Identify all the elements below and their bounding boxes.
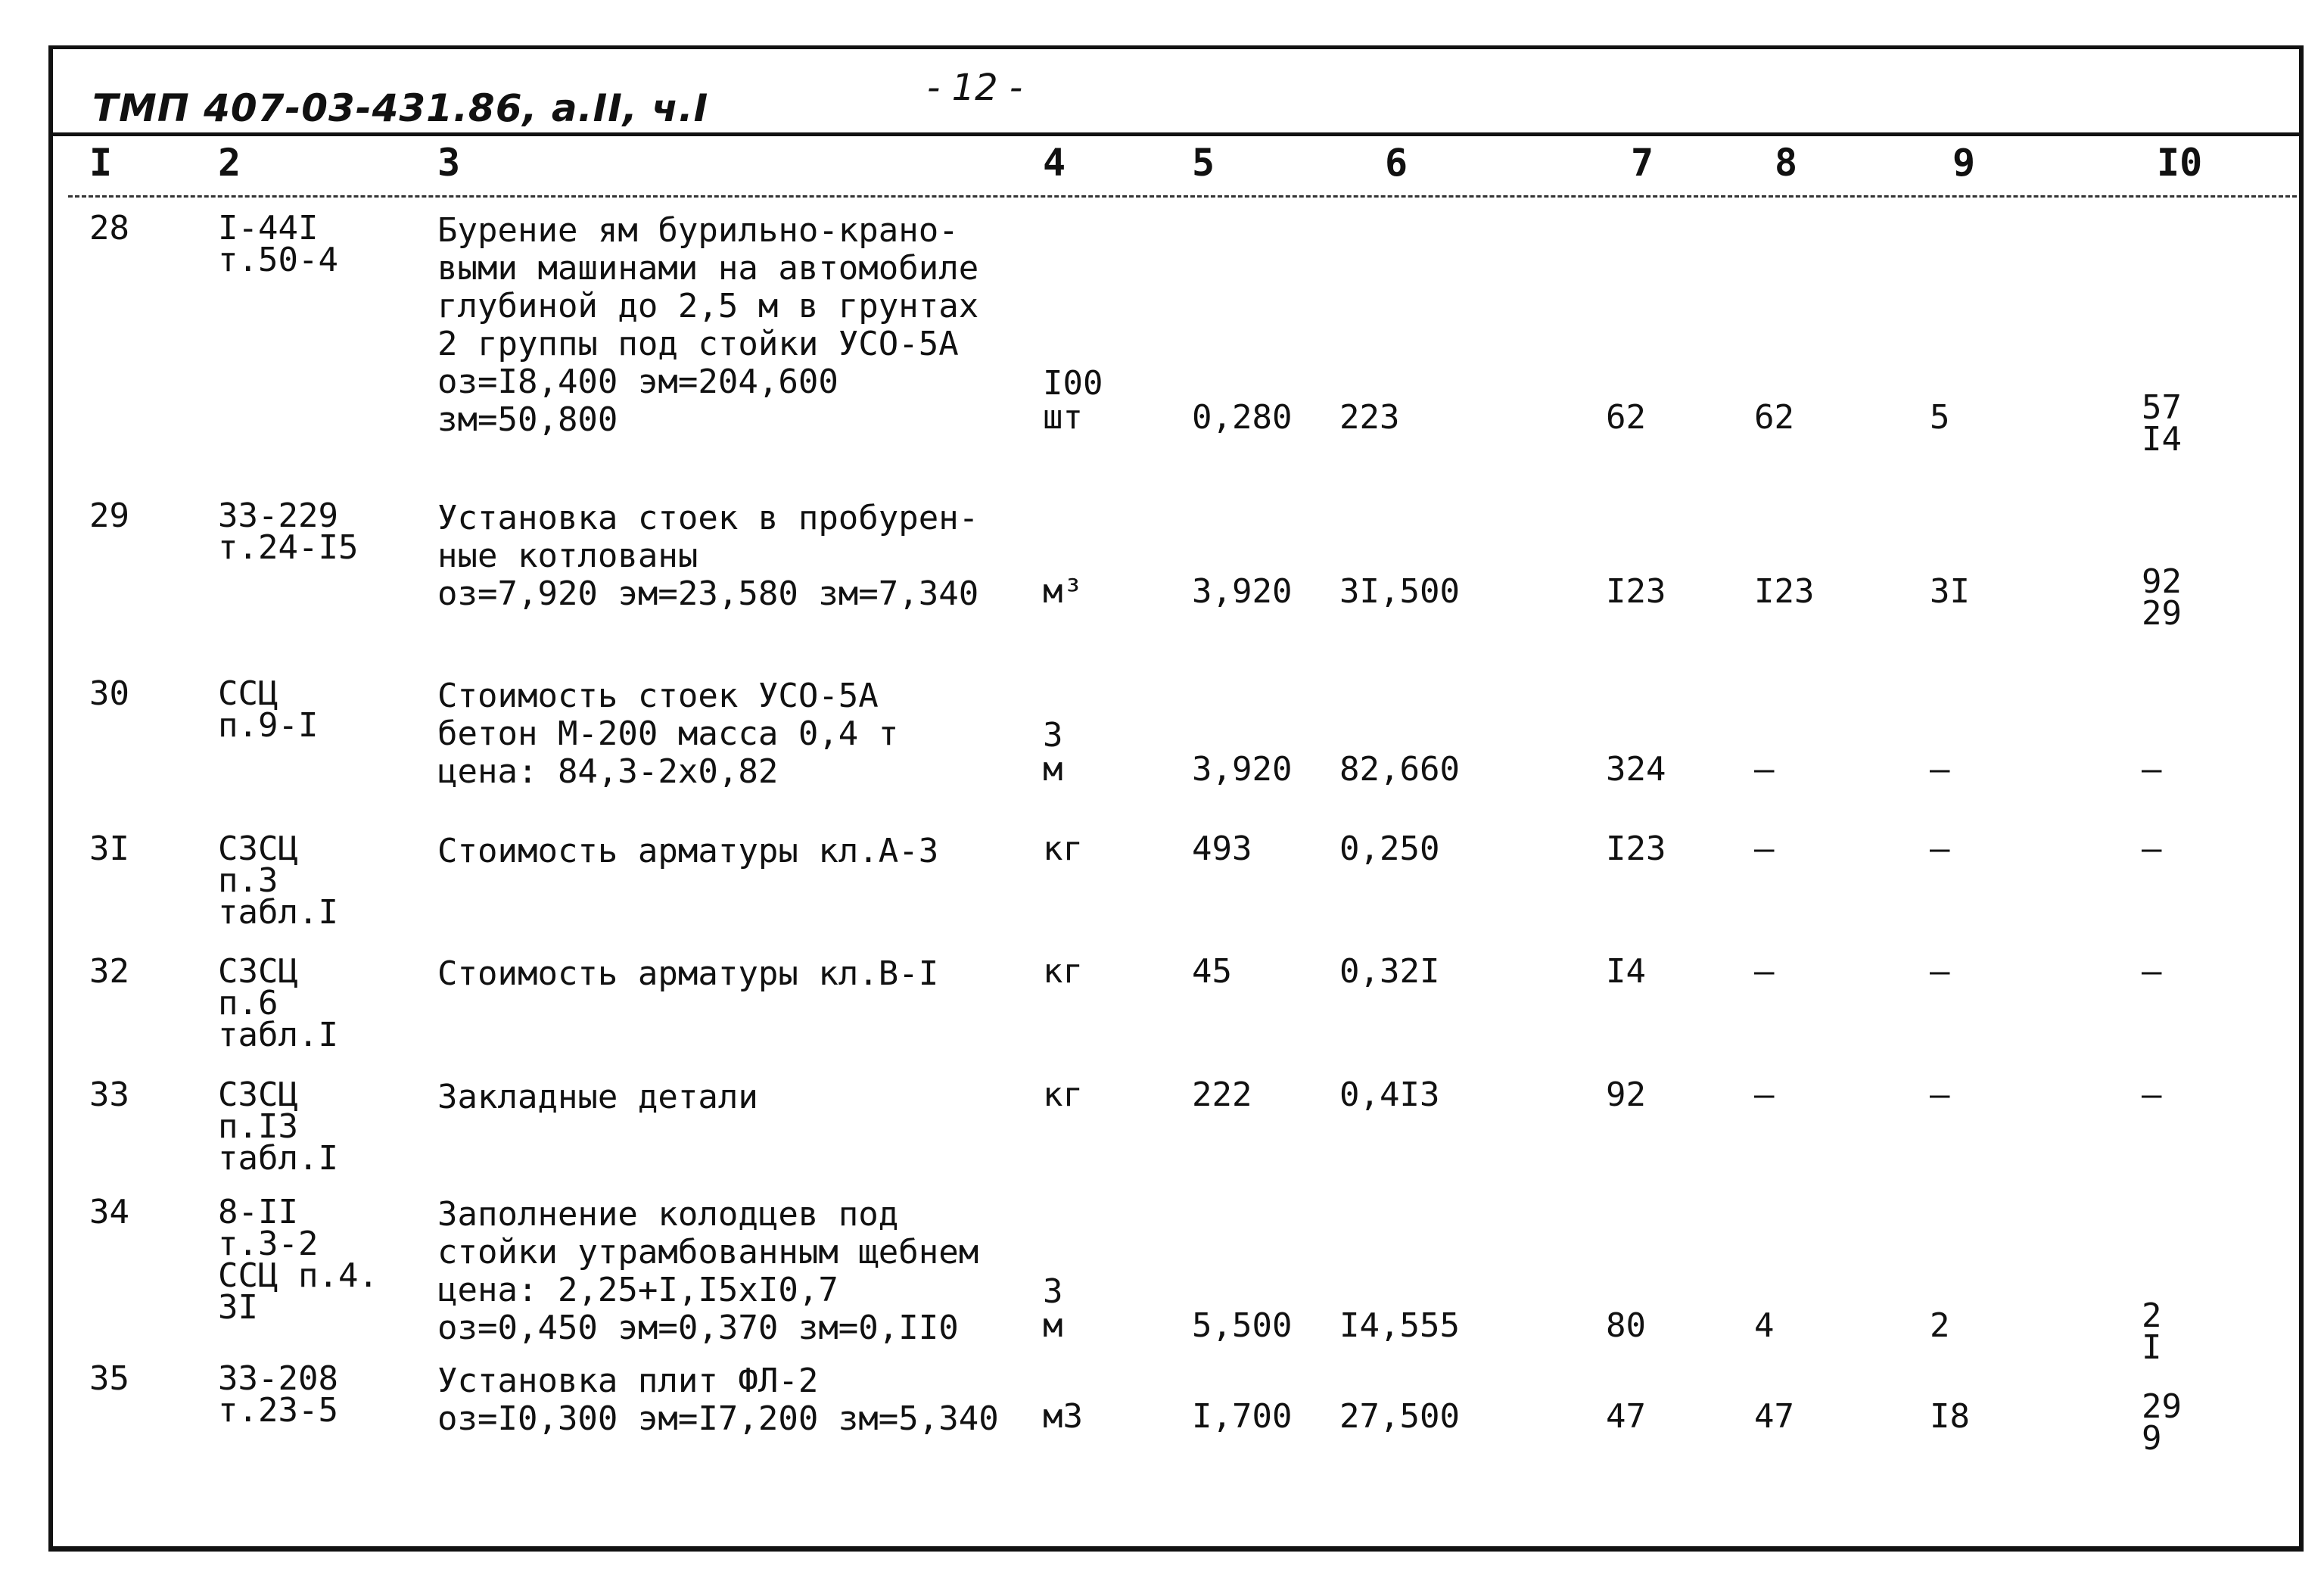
column-9-value: – [1930,952,1950,991]
total-cost: 80 [1606,1306,1646,1345]
work-description: цена: 84,3-2х0,82 [437,752,779,791]
work-description: стойки утрамбованным щебнем [437,1233,979,1272]
column-10-value: – [2142,1075,2162,1114]
norm-code: ССЦ п.4. [218,1256,378,1295]
quantity: 493 [1192,830,1252,868]
work-description: Заполнение колодцев под [437,1195,899,1234]
column-8-value: – [1754,1075,1775,1114]
page-number: - 12 - [927,67,1023,109]
work-description: оз=0,450 эм=0,370 зм=0,II0 [437,1309,959,1347]
unit-price: 82,660 [1339,750,1460,789]
total-cost: I23 [1606,830,1666,868]
document-frame [48,45,2304,1552]
unit-price: 3I,500 [1339,572,1460,611]
column-9-value: – [1930,750,1950,789]
norm-code: п.I3 [218,1107,298,1146]
norm-code: п.3 [218,861,278,900]
row-number: 34 [89,1193,129,1231]
column-10-value: 29 [2142,594,2182,633]
norm-code: I-44I [218,209,319,247]
unit: 3 [1043,1272,1063,1311]
quantity: 3,920 [1192,750,1293,789]
unit: I00 [1043,364,1103,403]
document-reference: ТМП 407-03-431.86, а.II, ч.I [92,86,709,130]
column-10-value: – [2142,952,2162,991]
column-10-value: 2 [2142,1296,2162,1336]
unit: кг [1043,1075,1083,1114]
column-9-value: 2 [1930,1306,1950,1345]
row-number: 30 [89,674,129,713]
column-10-value: 29 [2142,1387,2182,1427]
norm-code: п.9-I [218,706,319,745]
unit-price: 27,500 [1339,1397,1460,1436]
unit: шт [1043,398,1083,437]
work-description: цена: 2,25+I,I5хI0,7 [437,1271,838,1309]
column-header-2: 2 [218,141,241,185]
unit: м3 [1043,1397,1083,1436]
norm-code: СЗСЦ [218,1075,298,1114]
column-9-value: 5 [1930,398,1950,437]
work-description: Установка стоек в пробурен- [437,499,979,537]
quantity: 3,920 [1192,572,1293,611]
quantity: 45 [1192,952,1232,991]
column-header-1: I [89,141,113,185]
work-description: выми машинами на автомобиле [437,249,979,288]
column-8-value: – [1754,830,1775,868]
work-description: Установка плит ФЛ-2 [437,1362,819,1400]
column-9-value: I8 [1930,1397,1970,1436]
column-header-rule [68,195,2297,198]
column-8-value: 4 [1754,1306,1775,1345]
column-10-value: I [2142,1328,2162,1368]
norm-code: 3I [218,1288,258,1327]
column-10-value: 9 [2142,1419,2162,1458]
row-number: 3I [89,830,129,868]
column-8-value: 62 [1754,398,1794,437]
column-header-5: 5 [1192,141,1215,185]
column-header-4: 4 [1043,141,1066,185]
column-10-value: 57 [2142,388,2182,428]
work-description: оз=I8,400 эм=204,600 [437,363,838,401]
unit: 3 [1043,716,1063,755]
total-cost: 62 [1606,398,1646,437]
column-8-value: 47 [1754,1397,1794,1436]
column-9-value: 3I [1930,572,1970,611]
work-description: Бурение ям бурильно-крано- [437,211,959,250]
work-description: зм=50,800 [437,400,618,439]
quantity: 5,500 [1192,1306,1293,1345]
row-number: 33 [89,1075,129,1114]
row-number: 29 [89,496,129,535]
norm-code: п.6 [218,984,278,1023]
column-10-value: – [2142,830,2162,868]
unit: м [1043,750,1063,789]
unit-price: 0,32I [1339,952,1440,991]
norm-code: т.23-5 [218,1391,338,1430]
column-10-value: 92 [2142,562,2182,602]
norm-code: СЗСЦ [218,830,298,868]
work-description: Закладные детали [437,1078,758,1116]
column-8-value: – [1754,952,1775,991]
unit: м³ [1043,572,1083,611]
total-cost: I4 [1606,952,1646,991]
unit: кг [1043,830,1083,868]
norm-code: СЗСЦ [218,952,298,991]
norm-code: т.50-4 [218,241,338,279]
row-number: 35 [89,1359,129,1398]
work-description: ные котлованы [437,537,698,575]
column-10-value: I4 [2142,420,2182,459]
work-description: Стоимость арматуры кл.В-I [437,954,939,993]
column-9-value: – [1930,830,1950,868]
total-cost: I23 [1606,572,1666,611]
unit-price: 0,4I3 [1339,1075,1440,1114]
unit-price: 223 [1339,398,1400,437]
norm-code: 8-II [218,1193,298,1231]
row-number: 32 [89,952,129,991]
norm-code: т.3-2 [218,1225,319,1263]
quantity: 0,280 [1192,398,1293,437]
total-cost: 47 [1606,1397,1646,1436]
column-8-value: I23 [1754,572,1815,611]
work-description: оз=7,920 эм=23,580 зм=7,340 [437,574,979,613]
unit: кг [1043,952,1083,991]
work-description: бетон М-200 масса 0,4 т [437,714,899,753]
unit-price: I4,555 [1339,1306,1460,1345]
norm-code: табл.I [218,893,338,932]
column-header-8: 8 [1775,141,1798,185]
column-10-value: – [2142,750,2162,789]
norm-code: т.24-I5 [218,528,359,567]
work-description: глубиной до 2,5 м в грунтах [437,287,979,325]
norm-code: 33-208 [218,1359,338,1398]
work-description: Стоимость арматуры кл.А-3 [437,832,939,870]
quantity: I,700 [1192,1397,1293,1436]
work-description: Стоимость стоек УСО-5А [437,677,879,715]
norm-code: табл.I [218,1016,338,1054]
total-cost: 92 [1606,1075,1646,1114]
work-description: 2 группы под стойки УСО-5А [437,325,959,363]
column-header-7: 7 [1631,141,1654,185]
column-header-10: I0 [2157,141,2203,185]
column-header-6: 6 [1385,141,1408,185]
column-header-3: 3 [437,141,461,185]
work-description: оз=I0,300 эм=I7,200 зм=5,340 [437,1399,999,1438]
column-header-9: 9 [1952,141,1976,185]
column-9-value: – [1930,1075,1950,1114]
norm-code: ССЦ [218,674,278,713]
quantity: 222 [1192,1075,1252,1114]
norm-code: 33-229 [218,496,338,535]
unit-price: 0,250 [1339,830,1440,868]
total-cost: 324 [1606,750,1666,789]
header-rule [48,132,2304,136]
norm-code: табл.I [218,1139,338,1178]
row-number: 28 [89,209,129,247]
column-8-value: – [1754,750,1775,789]
unit: м [1043,1306,1063,1345]
